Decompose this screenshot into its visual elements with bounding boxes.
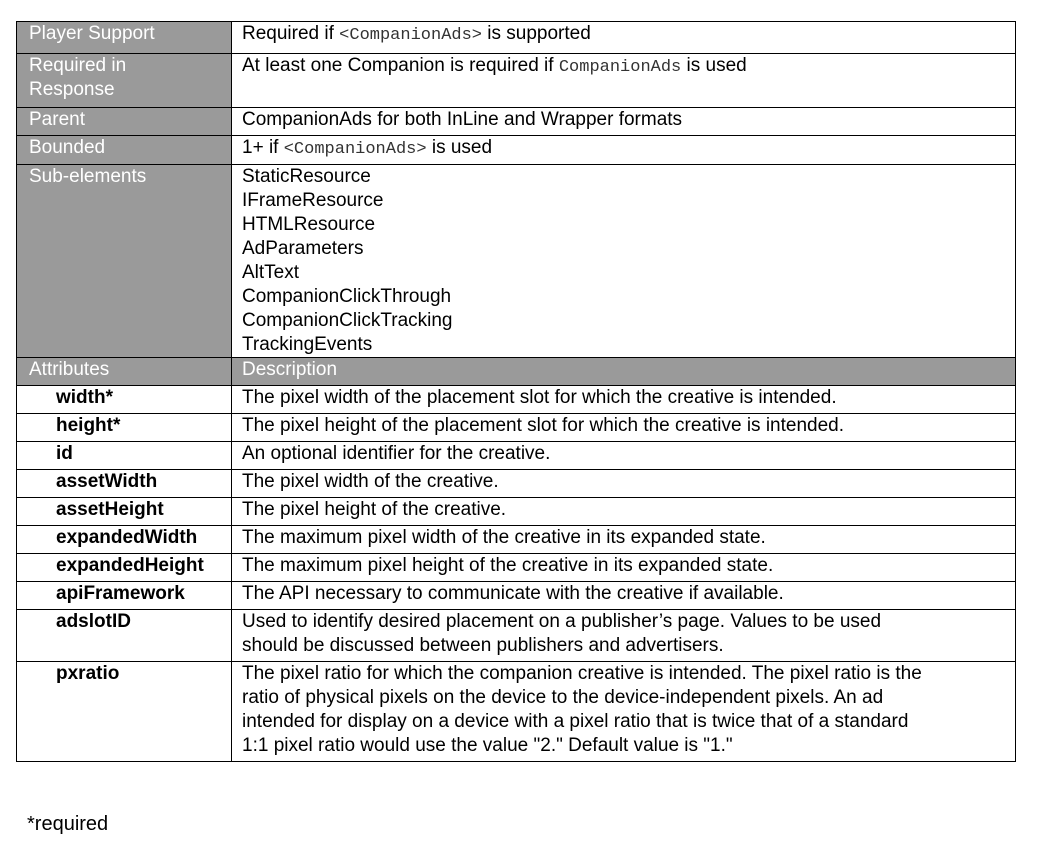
attribute-row [17,386,1016,414]
attribute-row [17,582,1016,610]
code-companion-ads: <CompanionAds> [339,26,482,45]
description-line: Used to identify desired placement on a publisher’s page. Values to be used [242,611,882,632]
attribute-row [17,610,1016,662]
attribute-description: The maximum pixel height of the creative in its expanded state. [232,554,1016,582]
attribute-row [17,470,1016,498]
sub-elements-list [242,165,1007,357]
sub-element-item: CompanionClickThrough [242,286,452,307]
attribute-row [17,414,1016,442]
attribute-name: id [17,442,232,470]
description-line: intended for display on a device with a pixel ratio that is twice that of a standard [242,711,909,732]
attribute-name: expandedWidth [17,526,232,554]
attribute-description: The pixel width of the creative. [232,470,1016,498]
sub-element-item: HTMLResource [242,214,376,235]
header-description: Description [232,358,1016,386]
attribute-name: assetHeight [17,498,232,526]
value-parent: CompanionAds for both InLine and Wrapper formats [232,108,1016,136]
attribute-description: The API necessary to communicate with the creative if available. [232,582,1016,610]
sub-element-item: CompanionClickTracking [242,310,453,331]
value-bounded [232,136,1016,165]
row-bounded [17,136,1016,165]
label-player-support: Player Support [17,22,232,54]
label-required-in-response [17,54,232,108]
description-line: should be discussed between publishers and advertisers. [242,635,724,656]
value-required-in-response [232,54,1016,108]
code-companion-ads: CompanionAds [558,58,682,77]
attribute-description [232,662,1016,762]
attribute-description: The pixel width of the placement slot for which the creative is intended. [232,386,1016,414]
value-player-support [232,22,1016,54]
description-line: 1:1 pixel ratio would use the value "2." Default value is "1." [242,735,733,756]
label-parent: Parent [17,108,232,136]
attribute-name: pxratio [17,662,232,762]
text-pre: 1+ if [242,137,284,158]
sub-element-item: AltText [242,262,300,283]
label-line-2: Response [29,79,115,100]
text-post: is used [426,137,493,158]
sub-element-item: StaticResource [242,166,371,187]
attribute-description [232,610,1016,662]
sub-element-item: AdParameters [242,238,364,259]
description-line: ratio of physical pixels on the device to the device-independent pixels. An ad [242,687,884,708]
attribute-description: The pixel height of the creative. [232,498,1016,526]
attribute-row [17,554,1016,582]
attribute-name: expandedHeight [17,554,232,582]
attribute-name: width* [17,386,232,414]
row-player-support [17,22,1016,54]
row-parent [17,108,1016,136]
required-footnote: *required [27,813,109,835]
attribute-row [17,442,1016,470]
attribute-name: height* [17,414,232,442]
label-line-1: Required in [29,55,127,76]
attribute-description: The pixel height of the placement slot for which the creative is intended. [232,414,1016,442]
header-attributes: Attributes [17,358,232,386]
code-companion-ads: <CompanionAds> [283,140,427,159]
row-required-in-response [17,54,1016,108]
row-attributes-header [17,358,1016,386]
sub-element-item: TrackingEvents [242,334,373,355]
companion-spec-table [16,21,1016,762]
label-sub-elements: Sub-elements [17,165,232,358]
label-bounded: Bounded [17,136,232,165]
value-sub-elements [232,165,1016,358]
attribute-row [17,662,1016,762]
sub-element-item: IFrameResource [242,190,384,211]
attribute-name: apiFramework [17,582,232,610]
attribute-row [17,526,1016,554]
text-pre: At least one Companion is required if [242,55,559,76]
text-post: is used [681,55,747,76]
row-sub-elements [17,165,1016,358]
text-post: is supported [482,23,591,44]
attribute-description: An optional identifier for the creative. [232,442,1016,470]
description-line: The pixel ratio for which the companion creative is intended. The pixel ratio is the [242,663,922,684]
attribute-row [17,498,1016,526]
text-pre: Required if [242,23,340,44]
attribute-name: adslotID [17,610,232,662]
attribute-name: assetWidth [17,470,232,498]
attribute-description: The maximum pixel width of the creative in its expanded state. [232,526,1016,554]
